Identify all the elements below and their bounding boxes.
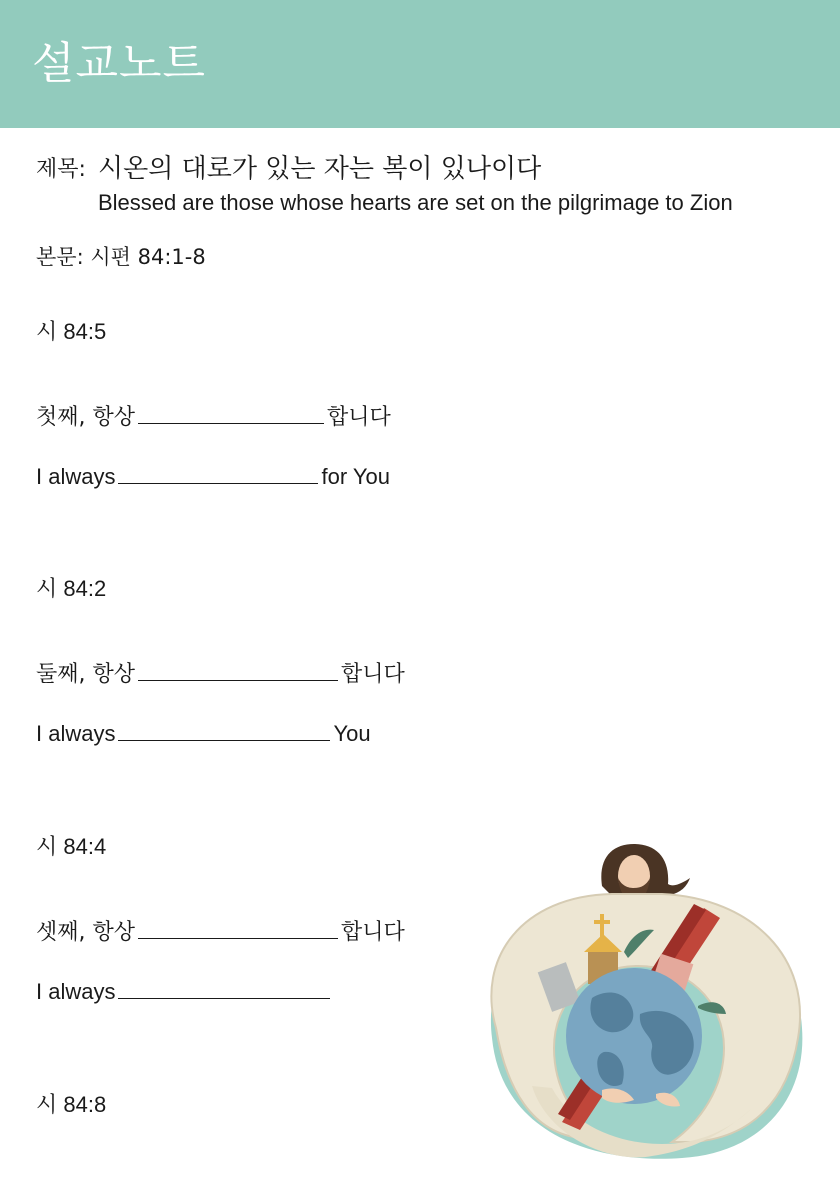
passage-label: 본문:	[36, 245, 84, 269]
fill-in-blank[interactable]	[118, 721, 330, 741]
point-english-line	[36, 978, 333, 1006]
verse-reference: 시 84:4	[36, 834, 107, 859]
header-banner	[0, 0, 840, 128]
point-korean-suffix: 합니다	[327, 405, 391, 430]
cross-bar	[594, 920, 610, 924]
fill-in-blank[interactable]	[138, 661, 338, 681]
passage-line	[36, 243, 206, 271]
cross-icon	[600, 914, 604, 938]
point-english-line	[36, 720, 371, 748]
point-korean-line	[36, 661, 405, 689]
point-korean-prefix: 셋째, 항상	[36, 920, 135, 945]
point-korean-suffix: 합니다	[341, 920, 405, 945]
sermon-title-english: Blessed are those whose hearts are set on the pilgrimage to Zion	[98, 190, 733, 215]
point-english-suffix: You	[333, 721, 371, 746]
point-korean-prefix: 둘째, 항상	[36, 662, 135, 687]
point-korean-suffix: 합니다	[341, 662, 405, 687]
verse-reference: 시 84:5	[36, 319, 107, 344]
point-english-prefix: I always	[36, 721, 116, 746]
point-korean-line	[36, 404, 391, 432]
passage-reference: 시편 84:1-8	[90, 245, 206, 269]
fill-in-blank[interactable]	[118, 464, 318, 484]
point-english-suffix: for You	[321, 464, 390, 489]
verse-reference: 시 84:8	[36, 1092, 107, 1117]
page-title: 설교노트	[32, 38, 207, 89]
point-english-prefix: I always	[36, 979, 116, 1004]
point-korean-line	[36, 919, 405, 947]
point-english-line	[36, 463, 390, 491]
fill-in-blank[interactable]	[118, 979, 330, 999]
verse-reference: 시 84:2	[36, 576, 107, 601]
title-label: 제목:	[36, 157, 86, 182]
sermon-title-korean: 시온의 대로가 있는 자는 복이 있나이다	[98, 154, 542, 184]
jesus-embracing-world-illustration	[462, 838, 812, 1168]
fill-in-blank[interactable]	[138, 919, 338, 939]
point-korean-prefix: 첫째, 항상	[36, 405, 135, 430]
fill-in-blank[interactable]	[138, 404, 324, 424]
point-english-prefix: I always	[36, 464, 116, 489]
